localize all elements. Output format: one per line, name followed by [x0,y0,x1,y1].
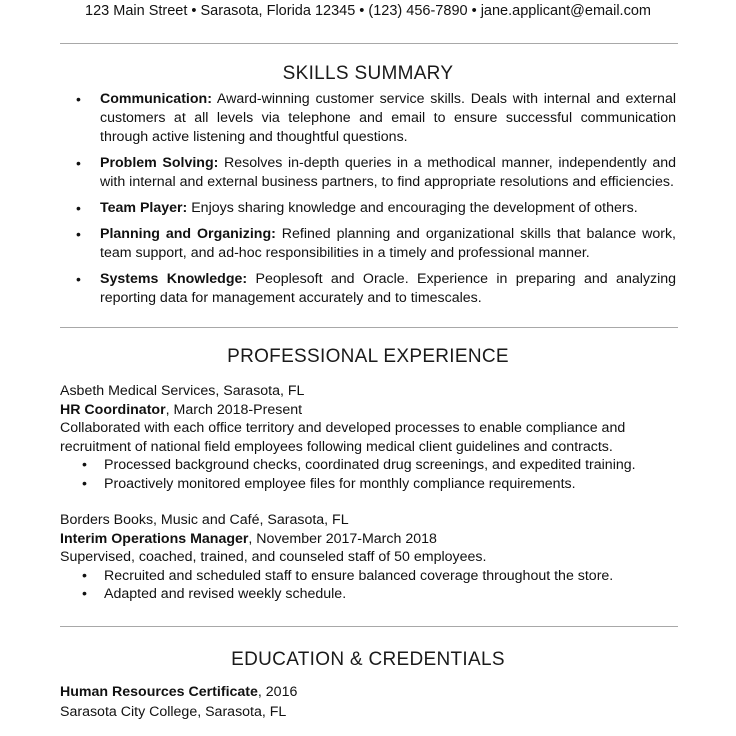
job-bullet [60,567,680,586]
skill-text: Resolves in-depth queries in a methodical manner, independently and with internal and external business partners, to find appropriate resolutions and efficiencies. [100,155,676,190]
bullet-icon: • [76,155,81,171]
job-role: Interim Operations Manager [60,530,249,547]
bullet-icon: • [76,91,81,107]
job-summary: Supervised, coached, trained, and counseled staff of 50 employees. [60,549,487,565]
job-role: HR Coordinator [60,401,166,418]
job-summary: Collaborated with each office territory and developed processes to enable compliance and recruitment of national field employees following medical client guidelines and contracts. [60,420,626,455]
skill-label: Planning and Organizing: [100,226,276,242]
job-dates: , November 2017-March 2018 [248,530,437,547]
job-title-line [60,530,680,549]
credential-name: Human Resources Certificate [60,684,258,700]
contact-line: 123 Main Street • Sarasota, Florida 12345 • (123) 456-7890 • jane.applicant@email.com [85,3,651,19]
skill-label: Communication: [100,91,212,107]
skill-item [76,154,676,192]
bullet-icon: • [76,226,81,242]
education-heading: EDUCATION & CREDENTIALS [231,649,505,670]
bullet-icon: • [76,200,81,216]
job-bullet-text: Adapted and revised weekly schedule. [104,586,347,602]
section-divider [60,43,678,44]
section-divider [60,327,678,328]
job-bullet [60,456,680,475]
bullet-icon: • [82,586,87,602]
job-bullet [60,585,680,604]
job-bullets [60,456,680,493]
skill-item [76,90,676,147]
job-bullet-text: Recruited and scheduled staff to ensure balanced coverage throughout the store. [104,567,614,584]
skill-text: Peoplesoft and Oracle. Experience in preparing and analyzing reporting data for management accurately and to timescales. [100,271,677,306]
job-entry [60,511,680,604]
skills-list [76,90,677,315]
job-title-line [60,401,680,420]
skill-text: Award-winning customer service skills. Deals with internal and external customers at all levels via telephone and email to ensure successful communication through active listening and thoughtful questions. [100,91,676,145]
skill-label: Team Player: [100,200,188,216]
employer: Asbeth Medical Services, Sarasota, FL [60,383,305,399]
skill-item [76,199,676,218]
bullet-icon: • [82,457,87,473]
bullet-icon: • [82,567,87,584]
skill-item [76,270,677,308]
job-bullet [60,475,680,494]
skill-text: Enjoys sharing knowledge and encouraging the development of others. [187,200,638,216]
job-bullets [60,567,680,604]
skill-label: Problem Solving: [100,155,219,171]
employer: Borders Books, Music and Café, Sarasota, FL [60,512,349,528]
bullet-icon: • [82,475,87,492]
credential-line [60,683,297,703]
skill-text: Refined planning and organizational skills that balance work, team support, and ad-hoc responsibilities in a timely and professional manner. [100,226,676,261]
skills-summary-heading: SKILLS SUMMARY [282,63,454,84]
bullet-icon: • [76,271,81,287]
job-bullet-text: Processed background checks, coordinated drug screenings, and expedited training. [104,457,636,473]
school-name: Sarasota City College, Sarasota, FL [60,703,287,720]
professional-experience-heading: PROFESSIONAL EXPERIENCE [227,346,509,367]
skill-item [76,225,676,263]
job-bullet-text: Proactively monitored employee files for monthly compliance requirements. [104,475,576,492]
education-entry [60,683,297,722]
skill-label: Systems Knowledge: [100,271,248,287]
job-dates: , March 2018-Present [165,401,303,418]
section-divider [60,626,678,627]
job-entry [60,382,680,493]
credential-year: , 2016 [257,684,298,700]
